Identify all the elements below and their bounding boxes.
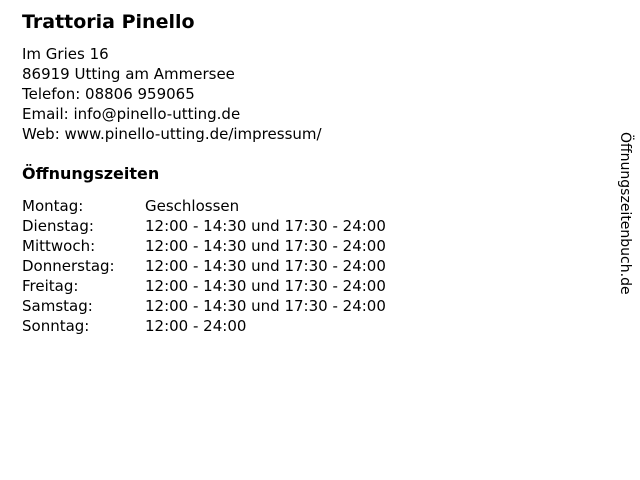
time-value: 12:00 - 14:30 und 17:30 - 24:00 [145, 297, 386, 315]
day-label: Dienstag: [22, 217, 94, 235]
web-line: Web: www.pinello-utting.de/impressum/ [22, 125, 322, 143]
table-row [22, 216, 640, 236]
day-label: Donnerstag: [22, 257, 115, 275]
day-label: Montag: [22, 197, 84, 215]
table-row [22, 196, 640, 216]
table-row [22, 276, 640, 296]
opening-hours-heading: Öffnungszeiten [22, 164, 160, 183]
table-row [22, 296, 640, 316]
time-value: 12:00 - 14:30 und 17:30 - 24:00 [145, 237, 386, 255]
day-label: Sonntag: [22, 317, 90, 335]
day-label: Mittwoch: [22, 237, 96, 255]
opening-hours-table [22, 196, 640, 336]
time-value: 12:00 - 14:30 und 17:30 - 24:00 [145, 217, 386, 235]
address-city: 86919 Utting am Ammersee [22, 65, 235, 83]
table-row [22, 256, 640, 276]
table-row [22, 316, 640, 336]
email-line: Email: info@pinello-utting.de [22, 105, 241, 123]
day-label: Samstag: [22, 297, 93, 315]
contact-block [22, 44, 640, 144]
time-value: Geschlossen [145, 197, 240, 215]
address-street: Im Gries 16 [22, 45, 109, 63]
watermark-brand-link[interactable]: Öffnungszeitenbuch.de [617, 132, 633, 295]
phone-line: Telefon: 08806 959065 [22, 85, 195, 103]
day-label: Freitag: [22, 277, 79, 295]
time-value: 12:00 - 14:30 und 17:30 - 24:00 [145, 277, 386, 295]
table-row [22, 236, 640, 256]
time-value: 12:00 - 24:00 [145, 317, 247, 335]
business-title: Trattoria Pinello [22, 11, 195, 33]
time-value: 12:00 - 14:30 und 17:30 - 24:00 [145, 257, 386, 275]
